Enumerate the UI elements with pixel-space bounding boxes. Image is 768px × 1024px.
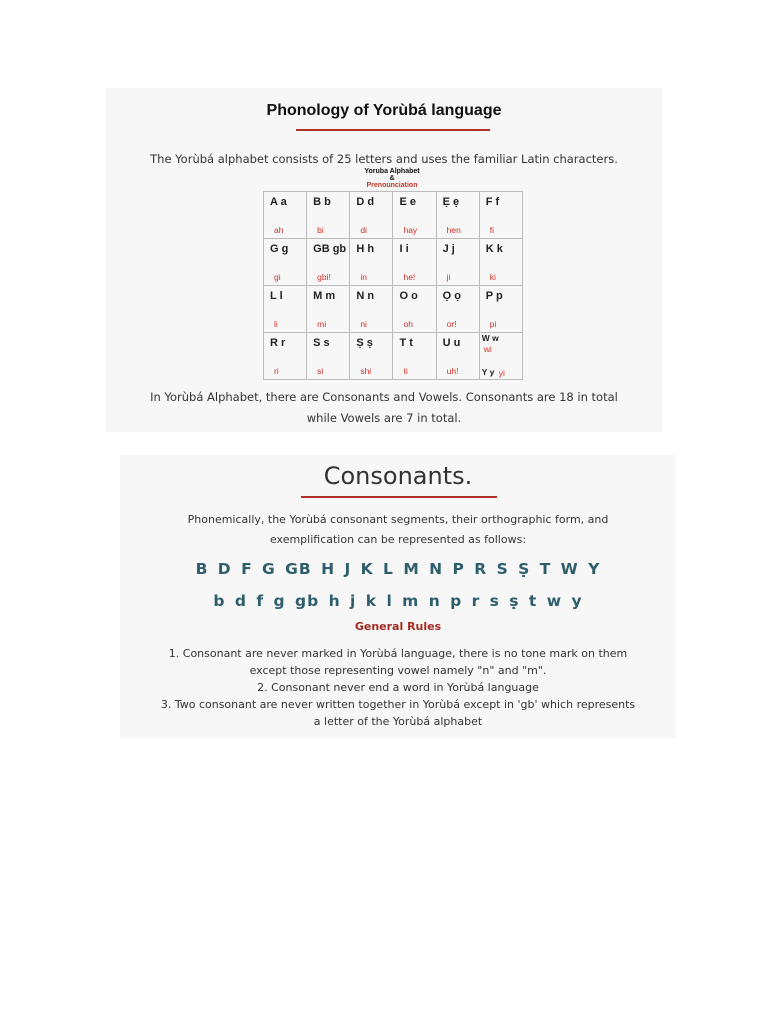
pronunciation: gi [274, 272, 281, 282]
alphabet-cell [264, 239, 307, 286]
alphabet-cell [393, 286, 436, 333]
table-row [264, 239, 523, 286]
rules-list [160, 645, 636, 730]
letter: R r [270, 337, 286, 349]
rule-item: 3. Two consonant are never written together in Yorùbá except in 'gb' which represents a letter of the Yorùbá alphabet [160, 698, 636, 728]
letter: B b [313, 196, 331, 208]
letter: Y y [481, 367, 495, 377]
alphabet-cell [393, 192, 436, 239]
alphabet-cell [307, 286, 350, 333]
alphabet-cell [350, 286, 393, 333]
alphabet-cell [479, 286, 522, 333]
letter: N n [356, 290, 375, 302]
title-underline [296, 129, 490, 131]
alphabet-cell [479, 192, 522, 239]
letter: E e [399, 196, 416, 208]
letter: P p [485, 290, 503, 302]
letter: F f [485, 196, 500, 208]
pronunciation: hay [403, 225, 418, 235]
pronunciation: in [360, 272, 367, 282]
rule-item: 1. Consonant are never marked in Yorùbá language, there is no tone mark on them except those representing vowel namely "n" and "m". [168, 647, 628, 677]
pronunciation: li [274, 319, 278, 329]
letter: Ẹ ẹ [442, 196, 460, 208]
letter: L l [270, 290, 283, 302]
letter: O o [399, 290, 418, 302]
letter: M m [313, 290, 336, 302]
consonants-panel [120, 455, 676, 738]
table-caption [362, 168, 422, 189]
pronunciation: ji [446, 272, 451, 282]
pronunciation: si [317, 366, 324, 376]
uppercase-consonants: B D F G GB H J K L M N P R S Ṣ T W Y [195, 560, 601, 578]
letter: I i [399, 243, 409, 255]
letter: G g [270, 243, 289, 255]
alphabet-cell-wy [479, 333, 522, 380]
pronunciation: fi [489, 225, 495, 235]
pronunciation: yi [498, 368, 505, 378]
rules-heading: General Rules [354, 620, 442, 633]
letter: W w [481, 333, 499, 343]
alphabet-cell [307, 333, 350, 380]
letter: K k [485, 243, 503, 255]
pronunciation: ri [274, 366, 279, 376]
alphabet-cell [393, 333, 436, 380]
rule-item: 2. Consonant never end a word in Yorùbá language [257, 681, 539, 694]
table-caption-line: Yoruba Alphabet [364, 168, 420, 175]
letter: Ṣ ṣ [356, 337, 373, 349]
alphabet-cell [307, 239, 350, 286]
pronunciation: pi [489, 319, 497, 329]
pronunciation: hen [446, 225, 461, 235]
table-caption-line: Prenounciation [366, 182, 418, 189]
alphabet-cell [264, 333, 307, 380]
letter: U u [442, 337, 461, 349]
pronunciation: oh [403, 319, 413, 329]
pronunciation: mi [317, 319, 327, 329]
alphabet-cell [436, 239, 479, 286]
letter: H h [356, 243, 375, 255]
table-row [264, 192, 523, 239]
letter: A a [270, 196, 287, 208]
pronunciation: di [360, 225, 367, 235]
pronunciation: ti [403, 366, 408, 376]
table-row [264, 333, 523, 380]
table-caption-line: & [389, 175, 395, 182]
alphabet-cell [350, 333, 393, 380]
pronunciation: wi [483, 344, 492, 354]
alphabet-cell [436, 333, 479, 380]
alphabet-cell [307, 192, 350, 239]
alphabet-cell [393, 239, 436, 286]
letter: Ọ ọ [442, 290, 461, 302]
alphabet-table [263, 191, 523, 380]
pronunciation: ah [274, 225, 284, 235]
alphabet-cell [479, 239, 522, 286]
pronunciation: ni [360, 319, 367, 329]
pronunciation: uh! [446, 366, 459, 376]
pronunciation: or! [446, 319, 457, 329]
alphabet-cell [264, 286, 307, 333]
alphabet-cell [350, 192, 393, 239]
alphabet-cell [350, 239, 393, 286]
title-underline [301, 496, 497, 498]
pronunciation: gbi! [317, 272, 331, 282]
intro-text: The Yorùbá alphabet consists of 25 letters and uses the familiar Latin characters. [150, 152, 618, 166]
intro-text: Phonemically, the Yorùbá consonant segments, their orthographic form, and exemplification can be represented as follows: [187, 513, 609, 546]
phonology-panel [106, 88, 662, 432]
pronunciation: shi [360, 366, 372, 376]
pronunciation: ki [489, 272, 496, 282]
summary-text: In Yorùbá Alphabet, there are Consonants and Vowels. Consonants are 18 in total while Vowels are 7 in total. [150, 390, 618, 425]
alphabet-cell [436, 192, 479, 239]
lowercase-consonants: b d f g gb h j k l m n p r s ṣ t w y [213, 592, 583, 610]
letter: J j [442, 243, 455, 255]
letter: S s [313, 337, 330, 349]
alphabet-cell [436, 286, 479, 333]
pronunciation: bi [317, 225, 324, 235]
alphabet-cell [264, 192, 307, 239]
table-row [264, 286, 523, 333]
pronunciation: he! [403, 272, 416, 282]
letter: GB gb [313, 243, 347, 255]
section-title: Phonology of Yorùbá language [266, 102, 502, 119]
letter: T t [399, 337, 413, 349]
section-title: Consonants. [323, 462, 473, 490]
letter: D d [356, 196, 375, 208]
